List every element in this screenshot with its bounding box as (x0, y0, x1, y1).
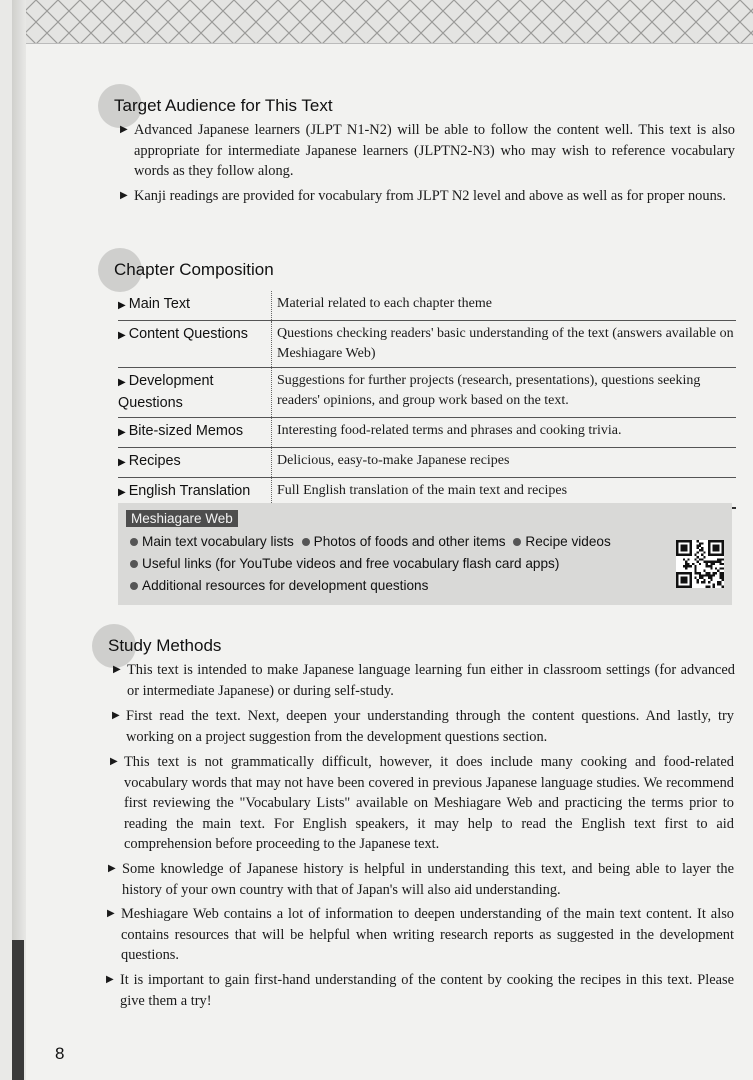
row-description: Suggestions for further projects (research, presentations), questions seeking readers' opinions, and group work based on the text. (272, 368, 737, 418)
page-number: 8 (55, 1044, 65, 1063)
row-description: Interesting food-related terms and phrases and cooking trivia. (272, 418, 737, 448)
bullet-arrow-icon: ▶ (118, 330, 126, 341)
row-description: Full English translation of the main text and recipes (272, 478, 737, 509)
bullet-arrow-icon: ▶ (107, 908, 115, 919)
target-item-2: ▶ Kanji readings are provided for vocabulary from JLPT N2 level and above as well as for proper nouns. (134, 186, 735, 207)
target-audience-heading: Target Audience for This Text (114, 96, 333, 116)
bullet-arrow-icon: ▶ (113, 664, 121, 675)
row-description: Questions checking readers' basic understanding of the text (answers available on Meshiagare Web) (272, 321, 737, 368)
study-methods-heading: Study Methods (108, 636, 221, 656)
study-item-3: ▶ This text is not grammatically difficult, however, it does include many cooking and food-related vocabulary words that may not have been covered in previous Japanese language studies. We recommend first reviewing the "Vocabulary Lists" available on Meshiagare Web and practicing the terms prior to reading the main text. For English speakers, it may help to read the English text first to aid comprehension before proceeding to the Japanese text. (110, 754, 734, 852)
table-row (118, 368, 736, 418)
study-item-6: ▶ It is important to gain first-hand understanding of the content by cooking the recipes in this text. Please give them a try! (106, 972, 734, 1009)
bullet-arrow-icon: ▶ (108, 863, 116, 874)
bullet-arrow-icon: ▶ (118, 427, 126, 438)
lattice-header-pattern (12, 0, 753, 44)
page-edge-shadow (12, 940, 24, 1080)
row-label: Content Questions (128, 326, 248, 342)
bullet-dot-icon (130, 560, 138, 568)
page-gutter (12, 0, 26, 1080)
bullet-arrow-icon: ▶ (118, 300, 126, 311)
bullet-arrow-icon: ▶ (110, 756, 118, 767)
target-item-1: ▶ Advanced Japanese learners (JLPT N1-N2) will be able to follow the content well. This text is also appropriate for intermediate Japanese learners (JLPTN2-N3) who may wish to reference vocabulary words as they follow along. (120, 122, 735, 179)
web-line-3: Additional resources for development questions (130, 578, 428, 593)
web-line-2: Useful links (for YouTube videos and free vocabulary flash card apps) (130, 556, 559, 571)
qr-code-icon (676, 540, 724, 588)
study-item-5: ▶ Meshiagare Web contains a lot of information to deepen understanding of the main text content. It also contains resources that will be helpful when writing research reports as suggested in the development questions. (107, 906, 734, 963)
row-label: Main Text (128, 296, 191, 312)
row-description: Delicious, easy-to-make Japanese recipes (272, 448, 737, 478)
web-line-1: Main text vocabulary lists Photos of foods and other items Recipe videos (130, 534, 611, 549)
bullet-arrow-icon: ▶ (118, 457, 126, 468)
bullet-dot-icon (130, 538, 138, 546)
bullet-dot-icon (302, 538, 310, 546)
row-label: Recipes (128, 453, 181, 469)
bullet-arrow-icon: ▶ (106, 974, 114, 985)
table-row (118, 321, 736, 368)
table-row (118, 448, 736, 478)
bullet-arrow-icon: ▶ (120, 190, 128, 201)
study-item-2: ▶ First read the text. Next, deepen your understanding through the content questions. And lastly, try working on a project suggestion from the development questions section. (112, 708, 734, 745)
chapter-composition-heading: Chapter Composition (114, 260, 274, 280)
row-label: English Translation (128, 483, 251, 499)
meshiagare-web-box (118, 503, 732, 605)
study-item-1: ▶ This text is intended to make Japanese language learning fun either in classroom settings (for advanced or intermediate Japanese) or during self-study. (113, 662, 735, 699)
bullet-arrow-icon: ▶ (120, 124, 128, 135)
bullet-dot-icon (130, 582, 138, 590)
study-item-4: ▶ Some knowledge of Japanese history is helpful in understanding this text, and being able to layer the history of your own country with that of Japan's will also aid understanding. (108, 861, 734, 898)
bullet-dot-icon (513, 538, 521, 546)
row-label: Bite-sized Memos (128, 423, 244, 439)
row-label: Development Questions (118, 373, 214, 411)
meshiagare-web-label: Meshiagare Web (126, 510, 238, 527)
bullet-arrow-icon: ▶ (118, 377, 126, 388)
table-row (118, 291, 736, 321)
bullet-arrow-icon: ▶ (118, 487, 126, 498)
table-row (118, 418, 736, 448)
bullet-arrow-icon: ▶ (112, 710, 120, 721)
row-description: Material related to each chapter theme (272, 291, 737, 321)
chapter-composition-table (118, 291, 736, 509)
